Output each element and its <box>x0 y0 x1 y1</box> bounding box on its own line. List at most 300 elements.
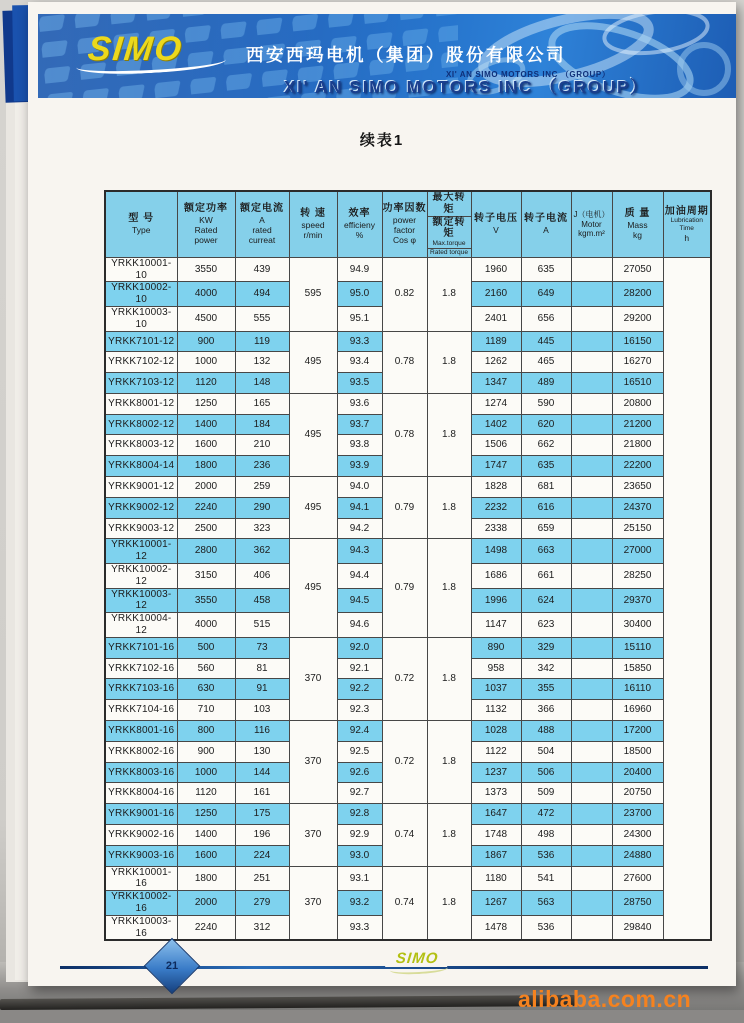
cell-rotor-voltage: 1960 <box>471 257 521 282</box>
cell-mass: 21800 <box>612 435 663 456</box>
cell-rotor-voltage: 1237 <box>471 762 521 783</box>
cell-type: YRKK7104-16 <box>105 700 177 721</box>
cell-rotor-current: 624 <box>521 588 571 613</box>
cell-efficiency: 93.1 <box>337 866 382 891</box>
col-header-speed: 转 速 speed r/min <box>289 191 337 257</box>
cell-rated-current: 196 <box>235 825 289 846</box>
cell-rotor-voltage: 1262 <box>471 352 521 373</box>
cell-efficiency: 95.1 <box>337 306 382 331</box>
cell-torque-ratio: 1.8 <box>427 257 471 331</box>
cell-efficiency: 93.4 <box>337 352 382 373</box>
cell-torque-ratio: 1.8 <box>427 721 471 804</box>
cell-type: YRKK10002-16 <box>105 891 177 916</box>
cell-rotor-current: 355 <box>521 679 571 700</box>
cell-inertia <box>571 306 612 331</box>
cell-rated-current: 103 <box>235 700 289 721</box>
cell-rated-current: 81 <box>235 658 289 679</box>
cell-rotor-current: 590 <box>521 393 571 414</box>
cell-rated-power: 1250 <box>177 393 235 414</box>
cell-rotor-current: 366 <box>521 700 571 721</box>
cell-mass: 16110 <box>612 679 663 700</box>
cell-type: YRKK8004-14 <box>105 456 177 477</box>
cell-inertia <box>571 658 612 679</box>
cell-type: YRKK9001-12 <box>105 477 177 498</box>
cell-inertia <box>571 497 612 518</box>
cell-rotor-voltage: 1748 <box>471 825 521 846</box>
cell-rated-current: 184 <box>235 414 289 435</box>
table-row <box>105 393 711 414</box>
cell-type: YRKK7103-16 <box>105 679 177 700</box>
cell-speed: 495 <box>289 331 337 393</box>
cell-rated-current: 236 <box>235 456 289 477</box>
cell-inertia <box>571 564 612 589</box>
cell-efficiency: 94.4 <box>337 564 382 589</box>
cell-inertia <box>571 282 612 307</box>
cell-rated-power: 4000 <box>177 282 235 307</box>
cell-type: YRKK7102-16 <box>105 658 177 679</box>
cell-rotor-current: 504 <box>521 741 571 762</box>
cell-rated-current: 165 <box>235 393 289 414</box>
cell-rotor-voltage: 1122 <box>471 741 521 762</box>
cell-rotor-current: 489 <box>521 373 571 394</box>
cell-rated-power: 1120 <box>177 373 235 394</box>
cell-inertia <box>571 700 612 721</box>
cell-rated-power: 630 <box>177 679 235 700</box>
cell-rated-current: 439 <box>235 257 289 282</box>
cell-efficiency: 93.2 <box>337 891 382 916</box>
cell-torque-ratio: 1.8 <box>427 637 471 720</box>
cell-rated-power: 1800 <box>177 866 235 891</box>
cell-rated-current: 91 <box>235 679 289 700</box>
cell-rotor-current: 498 <box>521 825 571 846</box>
cell-rotor-voltage: 1028 <box>471 721 521 742</box>
cell-rotor-voltage: 1686 <box>471 564 521 589</box>
cell-rated-current: 116 <box>235 721 289 742</box>
cell-rated-power: 4500 <box>177 306 235 331</box>
cell-rotor-voltage: 1647 <box>471 804 521 825</box>
alibaba-watermark: alibaba.com.cn <box>518 986 692 1012</box>
cell-rated-power: 4000 <box>177 613 235 638</box>
cell-efficiency: 92.6 <box>337 762 382 783</box>
cell-speed: 370 <box>289 804 337 866</box>
cell-rated-power: 2240 <box>177 497 235 518</box>
cell-speed: 595 <box>289 257 337 331</box>
cell-rated-current: 494 <box>235 282 289 307</box>
cell-speed: 495 <box>289 477 337 539</box>
cell-rated-current: 290 <box>235 497 289 518</box>
cell-torque-ratio: 1.8 <box>427 804 471 866</box>
cell-speed: 495 <box>289 539 337 637</box>
cell-rated-power: 2240 <box>177 915 235 940</box>
cell-lubrication <box>663 257 711 940</box>
page-number: 21 <box>165 960 179 972</box>
simo-logo: SIMO <box>86 30 185 68</box>
cell-type: YRKK10003-16 <box>105 915 177 940</box>
cell-rotor-current: 472 <box>521 804 571 825</box>
cell-inertia <box>571 825 612 846</box>
cell-inertia <box>571 721 612 742</box>
cell-type: YRKK8003-16 <box>105 762 177 783</box>
cell-type: YRKK8002-12 <box>105 414 177 435</box>
cell-rated-power: 2000 <box>177 891 235 916</box>
cell-rated-power: 1120 <box>177 783 235 804</box>
cell-mass: 29200 <box>612 306 663 331</box>
cell-rotor-voltage: 1180 <box>471 866 521 891</box>
cell-efficiency: 94.0 <box>337 477 382 498</box>
cell-type: YRKK9003-12 <box>105 518 177 539</box>
cell-inertia <box>571 539 612 564</box>
cell-rated-power: 1400 <box>177 414 235 435</box>
cell-rated-power: 900 <box>177 331 235 352</box>
cell-rotor-voltage: 2401 <box>471 306 521 331</box>
table-row <box>105 721 711 742</box>
cell-power-factor: 0.82 <box>382 257 427 331</box>
cell-rated-current: 175 <box>235 804 289 825</box>
cell-type: YRKK10003-10 <box>105 306 177 331</box>
cell-efficiency: 94.3 <box>337 539 382 564</box>
cell-mass: 25150 <box>612 518 663 539</box>
cell-rotor-current: 506 <box>521 762 571 783</box>
cell-mass: 28250 <box>612 564 663 589</box>
cell-rated-current: 458 <box>235 588 289 613</box>
cell-mass: 24300 <box>612 825 663 846</box>
cell-rotor-current: 656 <box>521 306 571 331</box>
cell-efficiency: 93.5 <box>337 373 382 394</box>
cell-mass: 28200 <box>612 282 663 307</box>
cell-rotor-current: 681 <box>521 477 571 498</box>
cell-mass: 24880 <box>612 845 663 866</box>
cell-efficiency: 93.0 <box>337 845 382 866</box>
cell-type: YRKK10004-12 <box>105 613 177 638</box>
cell-rotor-current: 661 <box>521 564 571 589</box>
cell-power-factor: 0.78 <box>382 393 427 476</box>
cell-type: YRKK9003-16 <box>105 845 177 866</box>
col-header-efficiency: 效率 efficieny % <box>337 191 382 257</box>
cell-rotor-voltage: 1867 <box>471 845 521 866</box>
col-header-inertia: J（电机） Motor kgm.m² <box>571 191 612 257</box>
col-header-rotor_voltage: 转子电压 V <box>471 191 521 257</box>
cell-rotor-voltage: 1347 <box>471 373 521 394</box>
cell-inertia <box>571 435 612 456</box>
cell-type: YRKK9002-12 <box>105 497 177 518</box>
cell-inertia <box>571 393 612 414</box>
cell-mass: 18500 <box>612 741 663 762</box>
cell-rated-power: 1250 <box>177 804 235 825</box>
cell-torque-ratio: 1.8 <box>427 393 471 476</box>
cell-rotor-voltage: 1996 <box>471 588 521 613</box>
cell-rated-power: 500 <box>177 637 235 658</box>
table-title: 续表1 <box>359 132 405 149</box>
cell-rated-power: 1600 <box>177 435 235 456</box>
cell-rated-current: 259 <box>235 477 289 498</box>
company-name-chinese: 西安西玛电机（集团）股份有限公司 <box>246 45 566 65</box>
table-row <box>105 539 711 564</box>
col-header-type: 型 号 Type <box>105 191 177 257</box>
table-row <box>105 866 711 891</box>
cell-rated-current: 148 <box>235 373 289 394</box>
cell-inertia <box>571 915 612 940</box>
cell-mass: 20400 <box>612 762 663 783</box>
cell-rated-current: 251 <box>235 866 289 891</box>
col-header-power_factor: 功率因数 power factor Cos φ <box>382 191 427 257</box>
cell-efficiency: 93.7 <box>337 414 382 435</box>
cell-power-factor: 0.78 <box>382 331 427 393</box>
cell-power-factor: 0.74 <box>382 866 427 940</box>
cell-rated-current: 144 <box>235 762 289 783</box>
cell-type: YRKK10001-16 <box>105 866 177 891</box>
cell-rotor-current: 488 <box>521 721 571 742</box>
cell-torque-ratio: 1.8 <box>427 866 471 940</box>
cell-rotor-current: 623 <box>521 613 571 638</box>
cell-inertia <box>571 783 612 804</box>
cell-mass: 16150 <box>612 331 663 352</box>
cell-rotor-voltage: 1828 <box>471 477 521 498</box>
cell-inertia <box>571 257 612 282</box>
cell-rotor-voltage: 1274 <box>471 393 521 414</box>
cell-mass: 29370 <box>612 588 663 613</box>
cell-rotor-current: 663 <box>521 539 571 564</box>
cell-efficiency: 92.1 <box>337 658 382 679</box>
cell-efficiency: 92.2 <box>337 679 382 700</box>
cell-rotor-current: 536 <box>521 845 571 866</box>
cell-mass: 17200 <box>612 721 663 742</box>
cell-efficiency: 93.6 <box>337 393 382 414</box>
table-row <box>105 257 711 282</box>
cell-mass: 16270 <box>612 352 663 373</box>
cell-rotor-voltage: 1498 <box>471 539 521 564</box>
footer-simo-logo: SIMO <box>385 950 449 967</box>
cell-inertia <box>571 762 612 783</box>
cell-type: YRKK8003-12 <box>105 435 177 456</box>
cell-inertia <box>571 352 612 373</box>
cell-rated-current: 279 <box>235 891 289 916</box>
col-header-rated_current: 额定电流 A rated curreat <box>235 191 289 257</box>
cell-torque-ratio: 1.8 <box>427 539 471 637</box>
cell-inertia <box>571 414 612 435</box>
cell-mass: 20750 <box>612 783 663 804</box>
cell-rotor-current: 659 <box>521 518 571 539</box>
cell-efficiency: 92.9 <box>337 825 382 846</box>
cell-rated-power: 3150 <box>177 564 235 589</box>
cell-efficiency: 93.3 <box>337 331 382 352</box>
cell-inertia <box>571 637 612 658</box>
cell-type: YRKK7102-12 <box>105 352 177 373</box>
cell-rated-current: 323 <box>235 518 289 539</box>
cell-type: YRKK10001-10 <box>105 257 177 282</box>
cell-inertia <box>571 891 612 916</box>
cell-efficiency: 92.8 <box>337 804 382 825</box>
cell-type: YRKK8004-16 <box>105 783 177 804</box>
cell-rotor-current: 465 <box>521 352 571 373</box>
cell-rotor-voltage: 1747 <box>471 456 521 477</box>
cell-rated-current: 130 <box>235 741 289 762</box>
cell-power-factor: 0.79 <box>382 539 427 637</box>
header-banner <box>38 14 736 98</box>
cell-power-factor: 0.72 <box>382 721 427 804</box>
col-header-mass: 质 量 Mass kg <box>612 191 663 257</box>
cell-speed: 370 <box>289 866 337 940</box>
cell-rated-power: 2000 <box>177 477 235 498</box>
cell-rated-current: 119 <box>235 331 289 352</box>
cell-type: YRKK7103-12 <box>105 373 177 394</box>
table-row <box>105 477 711 498</box>
cell-type: YRKK9002-16 <box>105 825 177 846</box>
cell-type: YRKK10002-12 <box>105 564 177 589</box>
cell-type: YRKK10002-10 <box>105 282 177 307</box>
cell-rotor-current: 620 <box>521 414 571 435</box>
cell-rated-power: 3550 <box>177 588 235 613</box>
cell-rotor-current: 635 <box>521 456 571 477</box>
catalog-page <box>28 2 736 986</box>
cell-type: YRKK8001-16 <box>105 721 177 742</box>
cell-efficiency: 95.0 <box>337 282 382 307</box>
cell-speed: 495 <box>289 393 337 476</box>
cell-efficiency: 93.3 <box>337 915 382 940</box>
table-row <box>105 331 711 352</box>
cell-efficiency: 92.7 <box>337 783 382 804</box>
cell-rated-power: 2800 <box>177 539 235 564</box>
cell-inertia <box>571 845 612 866</box>
col-header-rotor_current: 转子电流 A <box>521 191 571 257</box>
cell-rotor-voltage: 1147 <box>471 613 521 638</box>
cell-efficiency: 94.5 <box>337 588 382 613</box>
cell-type: YRKK8002-16 <box>105 741 177 762</box>
cell-rated-current: 73 <box>235 637 289 658</box>
cell-efficiency: 92.3 <box>337 700 382 721</box>
cell-inertia <box>571 679 612 700</box>
cell-rated-power: 560 <box>177 658 235 679</box>
cell-rated-current: 132 <box>235 352 289 373</box>
cell-type: YRKK10003-12 <box>105 588 177 613</box>
cell-rated-power: 1000 <box>177 352 235 373</box>
cell-efficiency: 92.4 <box>337 721 382 742</box>
cell-inertia <box>571 477 612 498</box>
cell-rotor-current: 329 <box>521 637 571 658</box>
cell-rotor-voltage: 1189 <box>471 331 521 352</box>
cell-rotor-voltage: 2232 <box>471 497 521 518</box>
cell-inertia <box>571 613 612 638</box>
cell-inertia <box>571 741 612 762</box>
cell-mass: 29840 <box>612 915 663 940</box>
cell-mass: 27600 <box>612 866 663 891</box>
cell-speed: 370 <box>289 637 337 720</box>
cell-rotor-voltage: 1373 <box>471 783 521 804</box>
cell-rated-power: 1000 <box>177 762 235 783</box>
cell-rotor-voltage: 1506 <box>471 435 521 456</box>
cell-efficiency: 92.0 <box>337 637 382 658</box>
cell-rotor-current: 509 <box>521 783 571 804</box>
cell-rotor-current: 649 <box>521 282 571 307</box>
cell-rated-current: 555 <box>235 306 289 331</box>
cell-mass: 20800 <box>612 393 663 414</box>
cell-rated-current: 362 <box>235 539 289 564</box>
cell-inertia <box>571 518 612 539</box>
cell-efficiency: 94.1 <box>337 497 382 518</box>
col-header-lubrication: 加油周期 Lubrication Time h <box>663 191 711 257</box>
cell-rated-power: 900 <box>177 741 235 762</box>
cell-inertia <box>571 373 612 394</box>
cell-mass: 23650 <box>612 477 663 498</box>
cell-rotor-current: 563 <box>521 891 571 916</box>
cell-rotor-current: 536 <box>521 915 571 940</box>
cell-rotor-voltage: 1267 <box>471 891 521 916</box>
cell-rated-current: 224 <box>235 845 289 866</box>
cell-mass: 16960 <box>612 700 663 721</box>
cell-mass: 23700 <box>612 804 663 825</box>
cell-mass: 16510 <box>612 373 663 394</box>
cell-speed: 370 <box>289 721 337 804</box>
cell-rotor-voltage: 2160 <box>471 282 521 307</box>
cell-efficiency: 93.9 <box>337 456 382 477</box>
cell-mass: 24370 <box>612 497 663 518</box>
cell-torque-ratio: 1.8 <box>427 331 471 393</box>
cell-rotor-voltage: 1132 <box>471 700 521 721</box>
cell-mass: 15850 <box>612 658 663 679</box>
table-row <box>105 804 711 825</box>
cell-rated-power: 710 <box>177 700 235 721</box>
cell-inertia <box>571 866 612 891</box>
cell-efficiency: 94.2 <box>337 518 382 539</box>
cell-efficiency: 93.8 <box>337 435 382 456</box>
cell-rotor-voltage: 1478 <box>471 915 521 940</box>
cell-mass: 28750 <box>612 891 663 916</box>
cell-rotor-voltage: 2338 <box>471 518 521 539</box>
cell-rotor-current: 662 <box>521 435 571 456</box>
cell-torque-ratio: 1.8 <box>427 477 471 539</box>
cell-efficiency: 94.6 <box>337 613 382 638</box>
col-header-torque_ratio: 最大转矩 额定转矩 Max.torque Rated torque <box>427 191 471 257</box>
cell-inertia <box>571 331 612 352</box>
cell-mass: 15110 <box>612 637 663 658</box>
cell-rotor-current: 635 <box>521 257 571 282</box>
cell-power-factor: 0.72 <box>382 637 427 720</box>
cell-rotor-current: 616 <box>521 497 571 518</box>
motor-spec-table <box>104 190 712 941</box>
cell-power-factor: 0.79 <box>382 477 427 539</box>
cell-rated-current: 210 <box>235 435 289 456</box>
cell-mass: 21200 <box>612 414 663 435</box>
cell-rated-power: 800 <box>177 721 235 742</box>
cell-rated-current: 515 <box>235 613 289 638</box>
cell-rated-current: 161 <box>235 783 289 804</box>
cell-type: YRKK7101-16 <box>105 637 177 658</box>
company-name-english-large: XI' AN SIMO MOTORS INC （GROUP） <box>284 77 650 97</box>
cell-rated-power: 1400 <box>177 825 235 846</box>
cell-mass: 30400 <box>612 613 663 638</box>
cell-rotor-voltage: 890 <box>471 637 521 658</box>
cell-rotor-current: 541 <box>521 866 571 891</box>
cell-rated-current: 406 <box>235 564 289 589</box>
cell-rated-current: 312 <box>235 915 289 940</box>
cell-inertia <box>571 588 612 613</box>
cell-rotor-voltage: 1402 <box>471 414 521 435</box>
cell-efficiency: 94.9 <box>337 257 382 282</box>
col-header-rated_power: 额定功率 KW Rated power <box>177 191 235 257</box>
company-name-english-small: XI' AN SIMO MOTORS INC （GROUP） <box>446 70 611 79</box>
cell-rotor-voltage: 958 <box>471 658 521 679</box>
cell-rated-power: 2500 <box>177 518 235 539</box>
cell-rotor-voltage: 1037 <box>471 679 521 700</box>
cell-rated-power: 3550 <box>177 257 235 282</box>
cell-rotor-current: 445 <box>521 331 571 352</box>
page-number-badge <box>144 938 201 995</box>
cell-mass: 27050 <box>612 257 663 282</box>
cell-type: YRKK10001-12 <box>105 539 177 564</box>
cell-rotor-current: 342 <box>521 658 571 679</box>
cell-mass: 22200 <box>612 456 663 477</box>
cell-type: YRKK8001-12 <box>105 393 177 414</box>
table-row <box>105 637 711 658</box>
